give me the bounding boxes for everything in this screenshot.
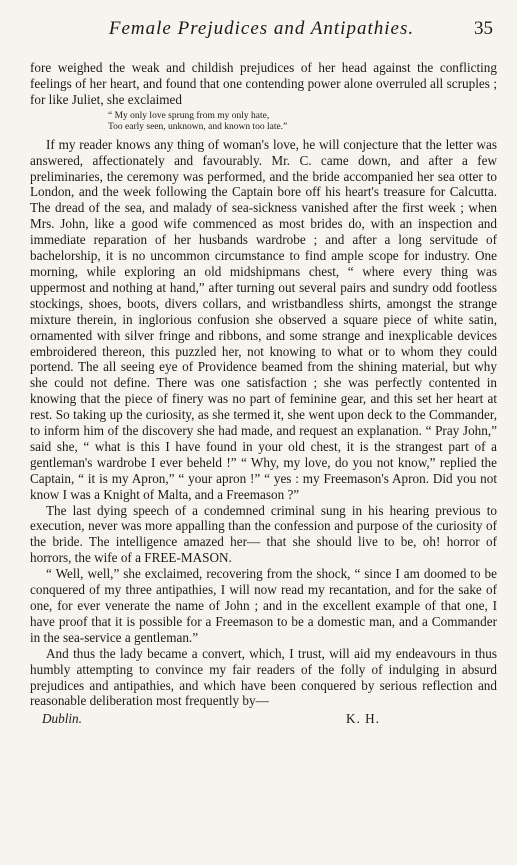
- paragraph-continued: fore weighed the weak and childish prejudices of her head against the conflicting feelings of her heart, and found that one contending power alone overruled all scruples ; for like Juliet, she exclaimed: [30, 60, 497, 107]
- place-of-writing: Dublin.: [42, 711, 82, 727]
- paragraph: If my reader knows any thing of woman's love, he will conjecture that the letter was answered, affectionately and favourably. Mr. C. came down, and after a few preliminaries, the ceremony was performed, and the bride accompanied her sea otter to London, and the week following the Captain bore off his heart's treasure for Calcutta. The dread of the sea, and malady of sea-sickness vanished after the first week ; when Mrs. John, like a good wife commenced as most brides do, with an inspection and immediate reparation of her husbands wardrobe ; and after a long servitude of bachelorship, it is no uncommon circumstance to find ample scope for industry. One morning, while exploring an old midshipmans chest, “ where every thing was uppermost and nothing at hand,” after turning out several pairs and sundry odd footless stockings, shoes, boots, divers collars, and wristbandless shirts, amongst the strange mixture therein, in inglorious confusion she observed a square piece of white satin, ornamented with silver fringe and ribbons, and some strange and inexplicable devices embroidered thereon, this puzzled her, not knowing to what or to whom they could portend. The all seeing eye of Providence beamed from the shining material, but why she could not define. There was one satisfaction ; she was perfectly contented in knowing that the piece of finery was no part of feminine gear, and this set her heart at rest. So taking up the curiosity, as she termed it, she went upon deck to the Commander, to inform him of the discovery she had made, and request an explanation. “ Pray John,” said she, “ what is this I have found in your old chest, it is the strangest part of a gentleman's wardrobe I ever beheld !” “ Why, my love, do you not know,” replied the Captain, “ it is my Apron,” “ your apron !” “ yes : my Freemason's Apron. Did you not know I was a Knight of Malta, and a Freemason ?”: [30, 136, 497, 502]
- author-signature: K. H.: [346, 711, 380, 727]
- verse-line: Too early seen, unknown, and known too late.”: [108, 121, 288, 132]
- running-title: Female Prejudices and Antipathies.: [108, 18, 415, 39]
- page-body: [30, 60, 497, 729]
- verse-quotation: [30, 111, 497, 133]
- page-number: 35: [474, 18, 493, 39]
- verse-line: “ My only love sprung from my only hate,: [108, 110, 270, 121]
- running-header: [30, 18, 493, 44]
- paragraph: The last dying speech of a condemned criminal sung in his hearing previous to execution, never was more appalling than the confession and purpose of the curiosity of the bride. The intelligence amazed her— that she should live to be, oh! horror of horrors, the wife of a FREE-MASON.: [30, 502, 497, 566]
- paragraph: And thus the lady became a convert, which, I trust, will aid my endeavours in thus humbly attempting to convince my fair readers of the folly of indulging in absurd prejudices and antipathies, and which have been conquered by serious reflection and reasonable deliberation most frequently by—: [30, 645, 497, 709]
- closing-line: [30, 711, 497, 729]
- paragraph: “ Well, well,” she exclaimed, recovering from the shock, “ since I am doomed to be conquered of my three antipathies, I will now read my recantation, and for the sake of one, for ever venerate the name of John ; and in the excellent example of that one, I have proof that it is possible for a Freemason to be a domestic man, and a Commander in the sea-service a gentleman.”: [30, 566, 497, 645]
